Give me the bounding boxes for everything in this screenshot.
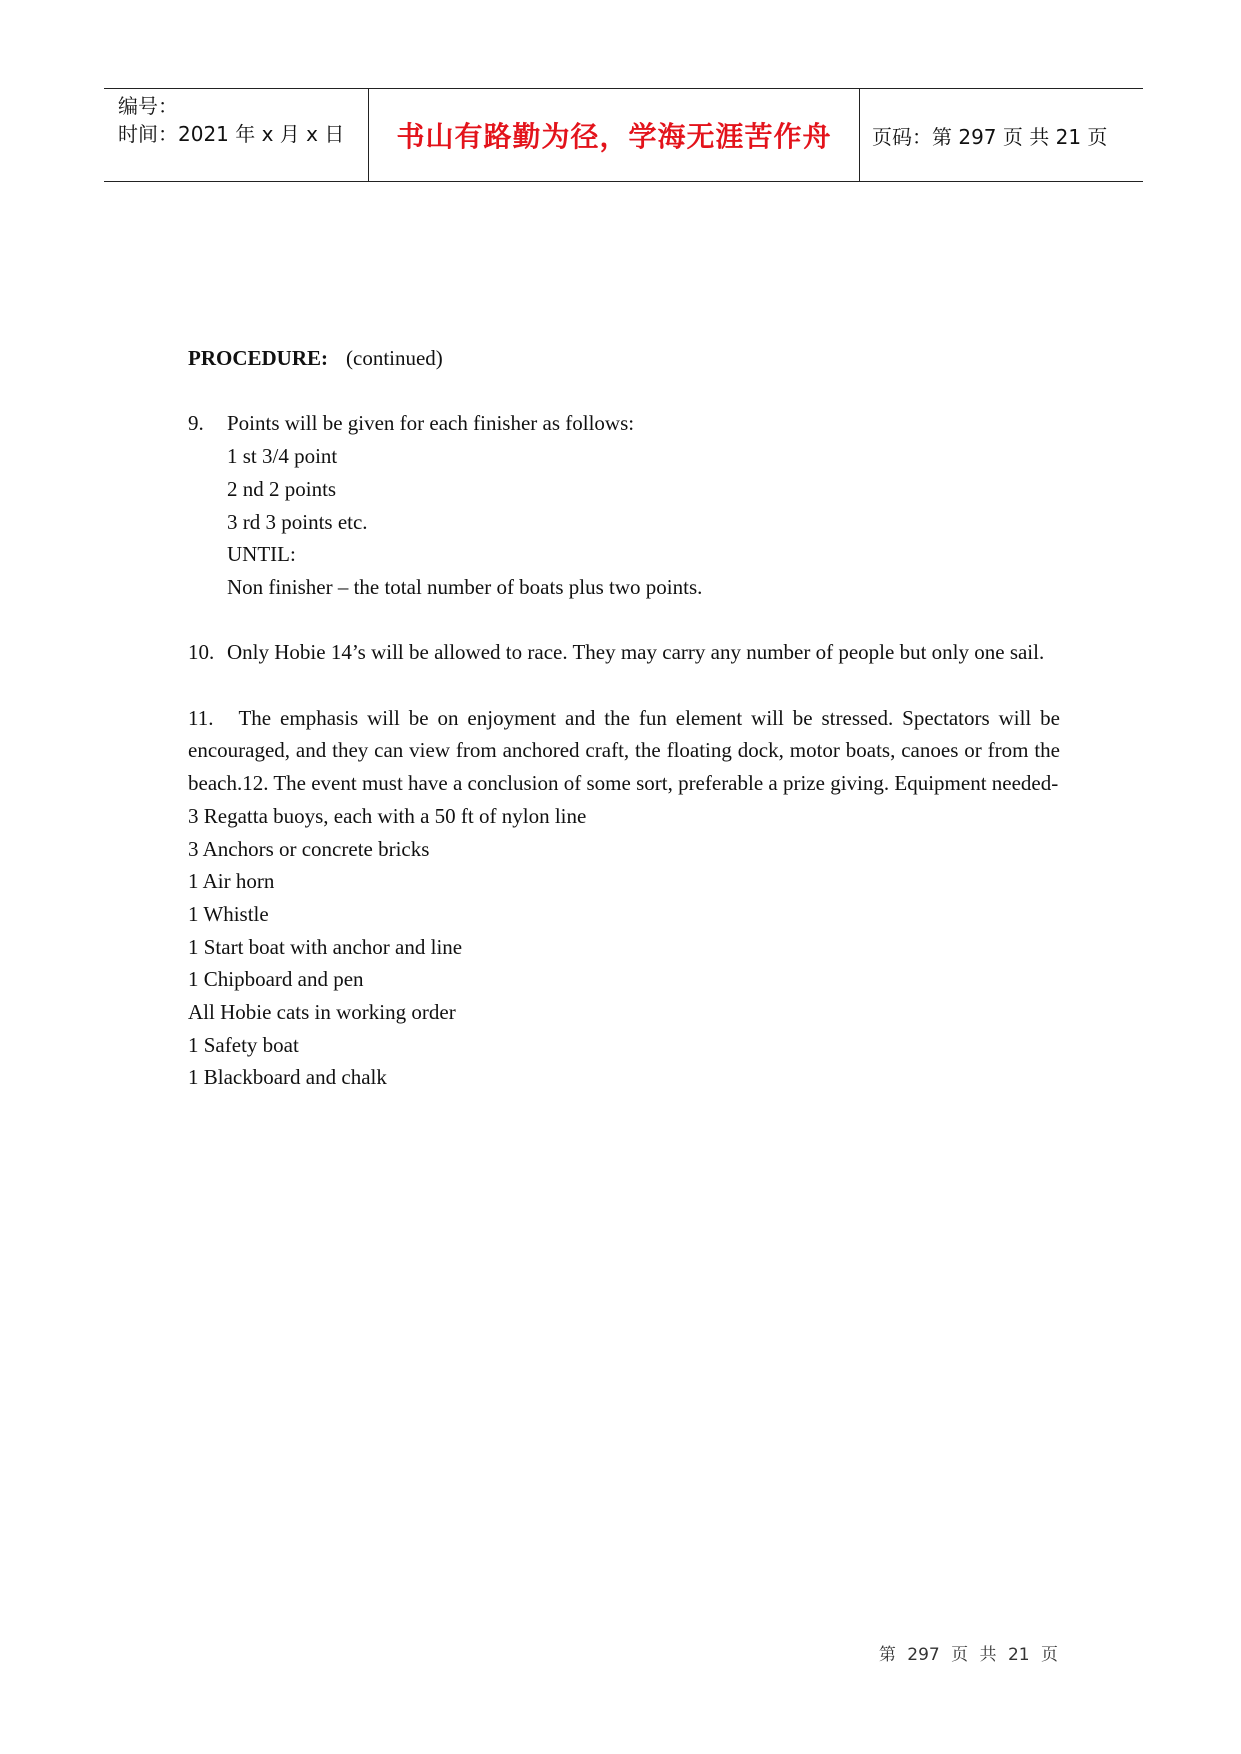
item-text: Points will be given for each finisher as follows: bbox=[227, 411, 635, 436]
equipment-item: 1 Whistle bbox=[188, 901, 269, 926]
equipment-item: 1 Safety boat bbox=[188, 1032, 299, 1057]
list-item-11 bbox=[188, 702, 1060, 800]
heading-bold: PROCEDURE: bbox=[188, 346, 328, 370]
points-line: 2 nd 2 points bbox=[227, 476, 337, 501]
page-info-label: 页码：第 297 页 共 21 页 bbox=[872, 124, 1108, 149]
points-line: Non finisher – the total number of boats plus two points. bbox=[227, 574, 703, 599]
header-page-cell bbox=[860, 89, 1143, 181]
points-line: 3 rd 3 points etc. bbox=[227, 509, 368, 534]
page-footer: 第 297 页 共 21 页 bbox=[878, 1645, 1058, 1665]
document-number-label: 编号： bbox=[118, 94, 178, 118]
header-info-cell bbox=[104, 89, 369, 181]
equipment-item: 3 Regatta buoys, each with a 50 ft of nylon line bbox=[188, 803, 587, 828]
header-table bbox=[104, 88, 1143, 182]
equipment-item: 1 Start boat with anchor and line bbox=[188, 934, 463, 959]
item-number: 10. bbox=[188, 640, 215, 665]
item-number: 9. bbox=[188, 411, 204, 436]
document-time-label: 时间：2021 年 x 月 x 日 bbox=[118, 122, 345, 146]
section-heading bbox=[188, 342, 1060, 375]
item-number: 11. bbox=[188, 705, 214, 730]
equipment-item: 1 Blackboard and chalk bbox=[188, 1065, 387, 1090]
list-item-9 bbox=[188, 407, 1060, 440]
header-motto-cell bbox=[369, 89, 860, 181]
points-line: 1 st 3/4 point bbox=[227, 444, 338, 469]
document-body bbox=[188, 342, 1060, 1094]
item-text: Only Hobie 14’s will be allowed to race. They may carry any number of people but only one sail. bbox=[227, 640, 1045, 665]
equipment-item: 1 Air horn bbox=[188, 869, 275, 894]
equipment-list bbox=[188, 800, 1060, 1094]
equipment-item: All Hobie cats in working order bbox=[188, 1000, 456, 1025]
points-line: UNTIL: bbox=[227, 542, 296, 567]
item-text: The emphasis will be on enjoyment and the fun element will be stressed. Spectators will be encouraged, and they can view from anchored craft, the floating dock, motor boats, canoes or from the beach.12. The event must have a conclusion of some sort, preferable a prize giving. Equipment needed- bbox=[188, 705, 1060, 796]
equipment-item: 1 Chipboard and pen bbox=[188, 967, 364, 992]
heading-continued: (continued) bbox=[346, 346, 443, 370]
equipment-item: 3 Anchors or concrete bricks bbox=[188, 836, 430, 861]
list-item-10 bbox=[188, 636, 1060, 669]
motto-text: 书山有路勤为径，学海无涯苦作舟 bbox=[396, 120, 832, 153]
